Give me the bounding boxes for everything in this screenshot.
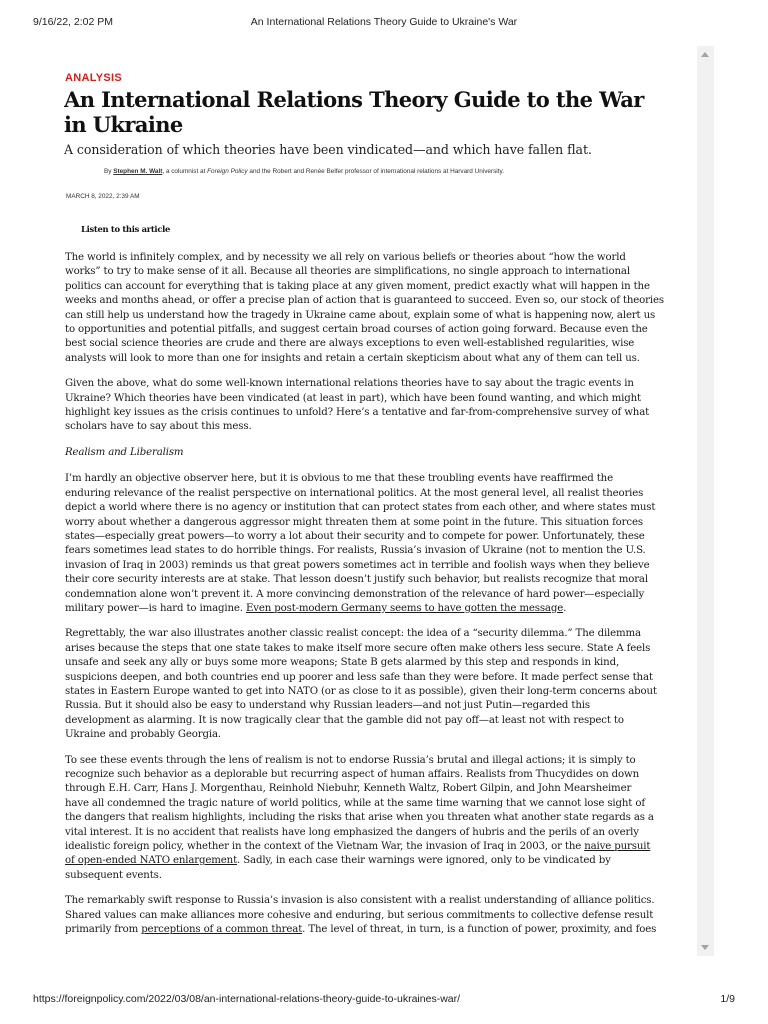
text-line: highlight key issues as the crisis continues to unfold? Here’s a tentative and far-from-comprehensive survey of what <box>65 407 650 419</box>
text-line: invasion of Iraq in 2003) reminds us that great powers sometimes act in terrible and foolish ways when they believe <box>65 559 650 571</box>
text-segment: . <box>563 602 567 614</box>
section-heading: Realism and Liberalism <box>65 446 184 458</box>
text-line: politics can account for everything that is taking place at any given moment, predict exactly what will happen in the <box>65 280 650 292</box>
text-line: Given the above, what do some well-known international relations theories have to say about the tragic events in <box>65 378 634 390</box>
paragraph <box>65 894 700 937</box>
article-subtitle: A consideration of which theories have been vindicated—and which have fallen flat. <box>64 142 592 157</box>
listen-to-article-button[interactable]: Listen to this article <box>81 224 171 234</box>
text-line: scholars have to say about this mess. <box>65 421 252 433</box>
text-segment: military power—is hard to imagine. <box>65 602 246 614</box>
text-line: Ukraine and probably Georgia. <box>65 729 221 741</box>
text-line: through E.H. Carr, Hans J. Morgenthau, Reinhold Niebuhr, Kenneth Waltz, Robert Gilpin, and John Mearsheimer <box>65 783 632 795</box>
text-line: I’m hardly an objective observer here, but it is obvious to me that these troubling events have reaffirmed the <box>65 473 613 485</box>
print-url: https://foreignpolicy.com/2022/03/08/an-international-relations-theory-guide-to-ukraines-war/ <box>33 993 461 1005</box>
text-line: development as alarming. It is now tragically clear that the gamble did not pay off—at least not with respect to <box>65 714 624 726</box>
print-doc-title: An International Relations Theory Guide to Ukraine's War <box>250 16 518 28</box>
text-line: the dangers that realism highlights, including the risks that arise when you threaten what another state regards as a <box>65 812 654 824</box>
print-datetime: 9/16/22, 2:02 PM <box>33 16 113 28</box>
text-line: The remarkably swift response to Russia’s invasion is also consistent with a realist understanding of alliance politics. <box>65 895 655 907</box>
article-body <box>65 251 700 948</box>
paragraph <box>65 627 700 742</box>
text-line: analysts will look to more than one for insights and retain a certain skepticism about what any of them can tell us. <box>65 352 640 364</box>
text-line: their core security interests are at stake. That lesson doesn’t justify such behavior, but realists recognize that moral <box>65 574 648 586</box>
byline-text: , a columnist at <box>162 168 208 175</box>
paragraph <box>65 754 700 884</box>
text-line: subsequent events. <box>65 869 162 881</box>
byline <box>104 168 504 175</box>
article-kicker[interactable]: ANALYSIS <box>65 72 123 84</box>
text-segment: primarily from <box>65 924 142 936</box>
article-title: An International Relations Theory Guide to the War in Ukraine <box>64 87 644 137</box>
nato-enlargement-link[interactable]: naive pursuit <box>584 841 651 853</box>
text-line: weeks and months ahead, or offer a precise plan of action that is guaranteed to succeed. Even so, our stock of theories <box>65 295 664 307</box>
text-segment: . Sadly, in each case their warnings were ignored, only to be vindicated by <box>237 855 611 867</box>
text-line: can still help us understand how the tragedy in Ukraine came about, explain some of what is happening now, alert us <box>65 309 656 321</box>
text-line: works” to try to make sense of it all. Because all theories are simplifications, no single approach to international <box>65 266 630 278</box>
paragraph <box>65 377 700 435</box>
text-line: enduring relevance of the realist perspective on international politics. At the most general level, all realist theories <box>65 487 644 499</box>
print-footer <box>33 993 735 1007</box>
text-line <box>65 923 700 937</box>
nato-enlargement-link[interactable]: of open-ended NATO enlargement <box>65 855 238 867</box>
text-line: states—especially great powers—to worry a lot about their security and to compete for power. Unfortunately, these <box>65 530 645 542</box>
print-header <box>33 16 735 30</box>
text-line: Regrettably, the war also illustrates another classic realist concept: the idea of a “security dilemma.” The dilemma <box>65 628 641 640</box>
text-line: states in Eastern Europe wanted to get into NATO (or as close to it as possible), given their long-term concerns about <box>65 685 657 697</box>
text-line: vital interest. It is no accident that realists have long emphasized the dangers of hubris and the perils of an overly <box>65 826 639 838</box>
text-line: to opportunities and potential pitfalls, and suggest certain broad courses of action going forward. Because even the <box>65 324 648 336</box>
text-segment: idealistic foreign policy, whether in the context of the Vietnam War, the invasion of Iraq in 2003, or the <box>65 841 585 853</box>
text-line: best social science theories are crude and there are always exceptions to even well-established regularities, wise <box>65 338 635 350</box>
text-line: condemnation alone won’t prevent it. A more convincing demonstration of the relevance of hard power—especially <box>65 588 645 600</box>
text-line: worry about whether a dangerous aggressor might threaten them at some point in the future. This situation forces <box>65 516 643 528</box>
text-line: have all condemned the tragic nature of world politics, while at the same time warning that we cannot lose sight of <box>65 797 645 809</box>
publication-name: Foreign Policy <box>207 168 248 175</box>
scroll-up-arrow-icon[interactable] <box>701 52 709 57</box>
publish-date: MARCH 8, 2022, 2:39 AM <box>66 193 140 200</box>
text-line: Russia. But it should also be easy to understand why Russian leaders—and not just Putin—regarded this <box>65 700 590 712</box>
text-segment: . The level of threat, in turn, is a function of power, proximity, and foes <box>302 924 657 936</box>
paragraph <box>65 251 700 366</box>
text-line: suspicions deepen, and both countries end up poorer and less safe than they were before. It made perfect sense that <box>65 671 653 683</box>
text-line: recognize such behavior as a deplorable but recurring aspect of human affairs. Realists from Thucydides on down <box>65 769 640 780</box>
text-line: To see these events through the lens of realism is not to endorse Russia’s brutal and illegal actions; it is simply to <box>65 754 636 766</box>
byline-text: and the Robert and Renée Belfer professor of international relations at Harvard University. <box>247 168 504 175</box>
byline-prefix: By <box>104 168 114 175</box>
paragraph <box>65 472 700 616</box>
common-threat-link[interactable]: perceptions of a common threat <box>141 924 303 936</box>
text-line: fears sometimes lead states to do horrible things. For realists, Russia’s invasion of Ukraine (not to mention the U.S. <box>65 545 646 557</box>
text-line: Ukraine? Which theories have been vindicated (at least in part), which have been found wanting, and which might <box>65 392 641 404</box>
text-line <box>65 854 700 868</box>
page-number: 1/9 <box>720 993 735 1005</box>
text-line: unsafe and seek any ally or buys some more weapons; State B gets alarmed by this step and responds in kind, <box>65 657 620 669</box>
text-line: depict a world where there is no agency or institution that can protect states from each other, and where states must <box>65 502 656 514</box>
text-line: arises because the steps that one state takes to make itself more secure often make others less secure. State A feels <box>65 642 651 654</box>
text-line: The world is infinitely complex, and by necessity we all rely on various beliefs or theories about “how the world <box>65 252 626 263</box>
text-line: Shared values can make alliances more cohesive and enduring, but serious commitments to collective defense result <box>65 909 654 921</box>
article <box>64 70 700 954</box>
germany-article-link[interactable]: Even post-modern Germany seems to have gotten the message <box>245 602 564 614</box>
author-link[interactable]: Stephen M. Walt <box>113 168 163 175</box>
text-line <box>65 840 700 854</box>
text-line <box>65 602 700 616</box>
scroll-down-arrow-icon[interactable] <box>701 945 709 950</box>
